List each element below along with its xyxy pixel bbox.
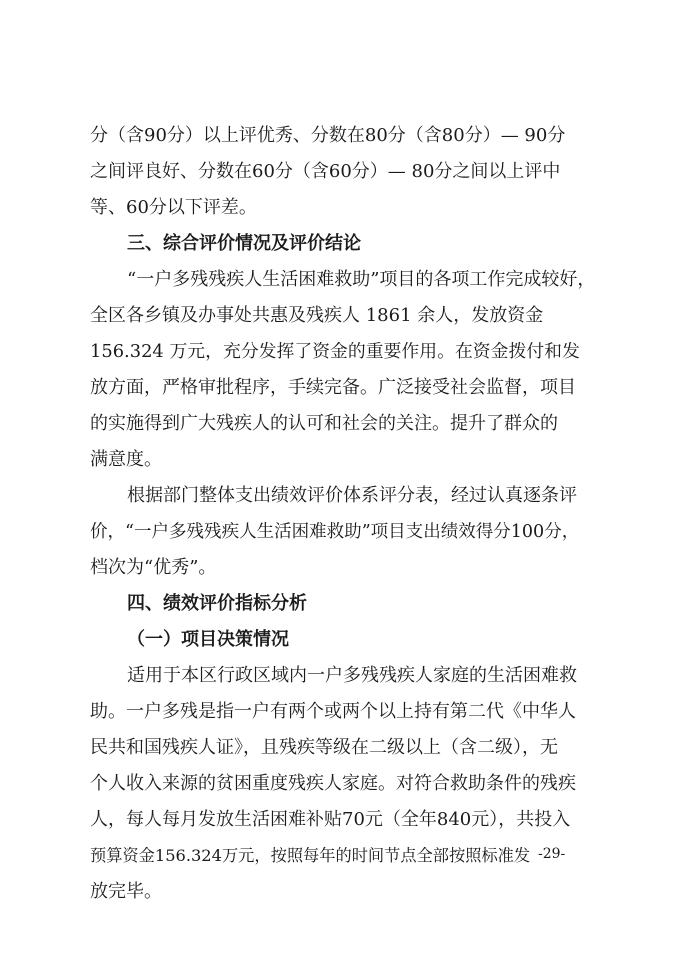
text-line: 156.324 万元，充分发挥了资金的重要作用。在资金拨付和发 <box>90 341 580 362</box>
text-line: 满意度。 <box>90 449 162 470</box>
text-line: 放完毕。 <box>90 881 162 902</box>
text-line: 分（含90分）以上评优秀、分数在80分（含80分）— 90分 <box>90 125 566 146</box>
text-line: “一户多残残疾人生活困难救助”项目的各项工作完成较好， <box>127 269 596 290</box>
text-line: 的实施得到广大残疾人的认可和社会的关注。提升了群众的 <box>90 413 558 434</box>
subsection-heading: （一）项目决策情况 <box>127 629 289 650</box>
text-line: 预算资金156.324万元，按照每年的时间节点全部按照标准发 <box>90 846 531 865</box>
section-heading: 四、绩效评价指标分析 <box>127 593 307 614</box>
text-line: 等、60分以下评差。 <box>90 197 257 218</box>
text-line: 全区各乡镇及办事处共惠及残疾人 1861 余人，发放资金 <box>90 305 544 326</box>
text-line: 助。一户多残是指一户有两个或两个以上持有第二代《中华人 <box>90 701 576 722</box>
text-line: 之间评良好、分数在60分（含60分）— 80分之间以上评中 <box>90 161 561 182</box>
text-line: 价，“一户多残残疾人生活困难救助”项目支出绩效得分100分， <box>90 522 580 542</box>
page-number: -29- <box>538 846 566 862</box>
text-line: 个人收入来源的贫困重度残疾人家庭。对符合救助条件的残疾 <box>90 773 576 794</box>
text-line: 根据部门整体支出绩效评价体系评分表，经过认真逐条评 <box>127 485 577 506</box>
section-heading: 三、综合评价情况及评价结论 <box>127 233 361 254</box>
text-line: 人，每人每月发放生活困难补贴70元（全年840元），共投入 <box>90 809 571 830</box>
text-line: 放方面，严格审批程序，手续完备。广泛接受社会监督，项目 <box>90 377 576 398</box>
text-line: 档次为“优秀”。 <box>90 557 217 578</box>
text-line: 民共和国残疾人证》，且残疾等级在二级以上（含二级），无 <box>90 737 558 758</box>
text-line: 适用于本区行政区域内一户多残残疾人家庭的生活困难救 <box>127 665 577 686</box>
